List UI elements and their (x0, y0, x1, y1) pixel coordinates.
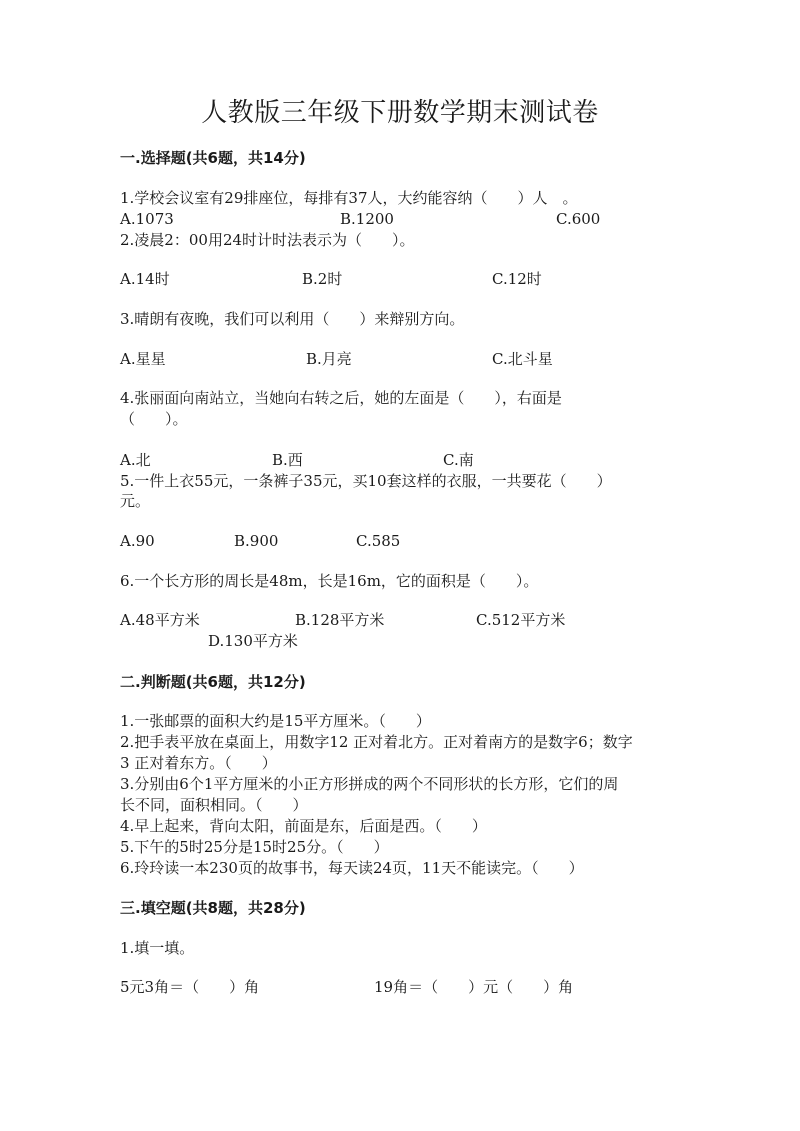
question-text-line: 元。 (120, 492, 151, 510)
fill-item: 19角＝（ ）元（ ）角 (374, 978, 574, 996)
question-text: 2.凌晨2：00用24时计时法表示为（ ）。 (120, 231, 415, 249)
judgement-line: 4.早上起来，背向太阳，前面是东，后面是西。（ ） (120, 817, 487, 835)
option-b: B.西 (272, 451, 303, 469)
judgement-line: 1.一张邮票的面积大约是15平方厘米。（ ） (120, 712, 431, 730)
option-b: B.128平方米 (295, 611, 385, 629)
fill-question-text: 1.填一填。 (120, 939, 195, 957)
judgement-line: 长不同，面积相同。（ ） (120, 796, 308, 814)
question-text: 6.一个长方形的周长是48m，长是16m，它的面积是（ ）。 (120, 572, 539, 590)
option-c: C.12时 (492, 270, 542, 288)
question-text: 3.晴朗有夜晚，我们可以利用（ ）来辩别方向。 (120, 310, 465, 328)
option-b: B.月亮 (306, 350, 352, 368)
option-c: C.585 (356, 532, 401, 550)
option-a: A.北 (120, 451, 151, 469)
judgement-line: 3.分别由6个1平方厘米的小正方形拼成的两个不同形状的长方形，它们的周 (120, 775, 619, 793)
section-heading-judgement: 二.判断题(共6题，共12分) (120, 673, 306, 691)
page-title: 人教版三年级下册数学期末测试卷 (201, 98, 599, 128)
option-c: C.南 (443, 451, 474, 469)
option-b: B.1200 (340, 210, 394, 228)
option-d: D.130平方米 (208, 632, 298, 650)
option-c: C.北斗星 (492, 350, 553, 368)
option-c: C.600 (556, 210, 601, 228)
section-heading-fill: 三.填空题(共8题，共28分) (120, 899, 306, 917)
option-b: B.2时 (302, 270, 343, 288)
option-a: A.14时 (120, 270, 170, 288)
option-b: B.900 (234, 532, 279, 550)
question-text: 1.学校会议室有29排座位，每排有37人，大约能容纳（ ）人 。 (120, 189, 578, 207)
option-a: A.90 (120, 532, 155, 550)
question-text-line: 5.一件上衣55元，一条裤子35元，买10套这样的衣服，一共要花（ ） (120, 472, 612, 490)
option-c: C.512平方米 (476, 611, 566, 629)
question-text-line: （ ）。 (120, 410, 188, 428)
section-heading-choice: 一.选择题(共6题，共14分) (120, 149, 306, 167)
judgement-line: 6.玲玲读一本230页的故事书，每天读24页，11天不能读完。（ ） (120, 859, 584, 877)
option-a: A.星星 (120, 350, 166, 368)
option-a: A.1073 (120, 210, 174, 228)
judgement-line: 2.把手表平放在桌面上，用数字12 正对着北方。正对着南方的是数字6；数字 (120, 733, 633, 751)
judgement-line: 3 正对着东方。（ ） (120, 754, 277, 772)
judgement-line: 5.下午的5时25分是15时25分。（ ） (120, 838, 389, 856)
question-text-line: 4.张丽面向南站立，当她向右转之后，她的左面是（ ），右面是 (120, 389, 562, 407)
option-a: A.48平方米 (120, 611, 200, 629)
fill-item: 5元3角＝（ ）角 (120, 978, 260, 996)
